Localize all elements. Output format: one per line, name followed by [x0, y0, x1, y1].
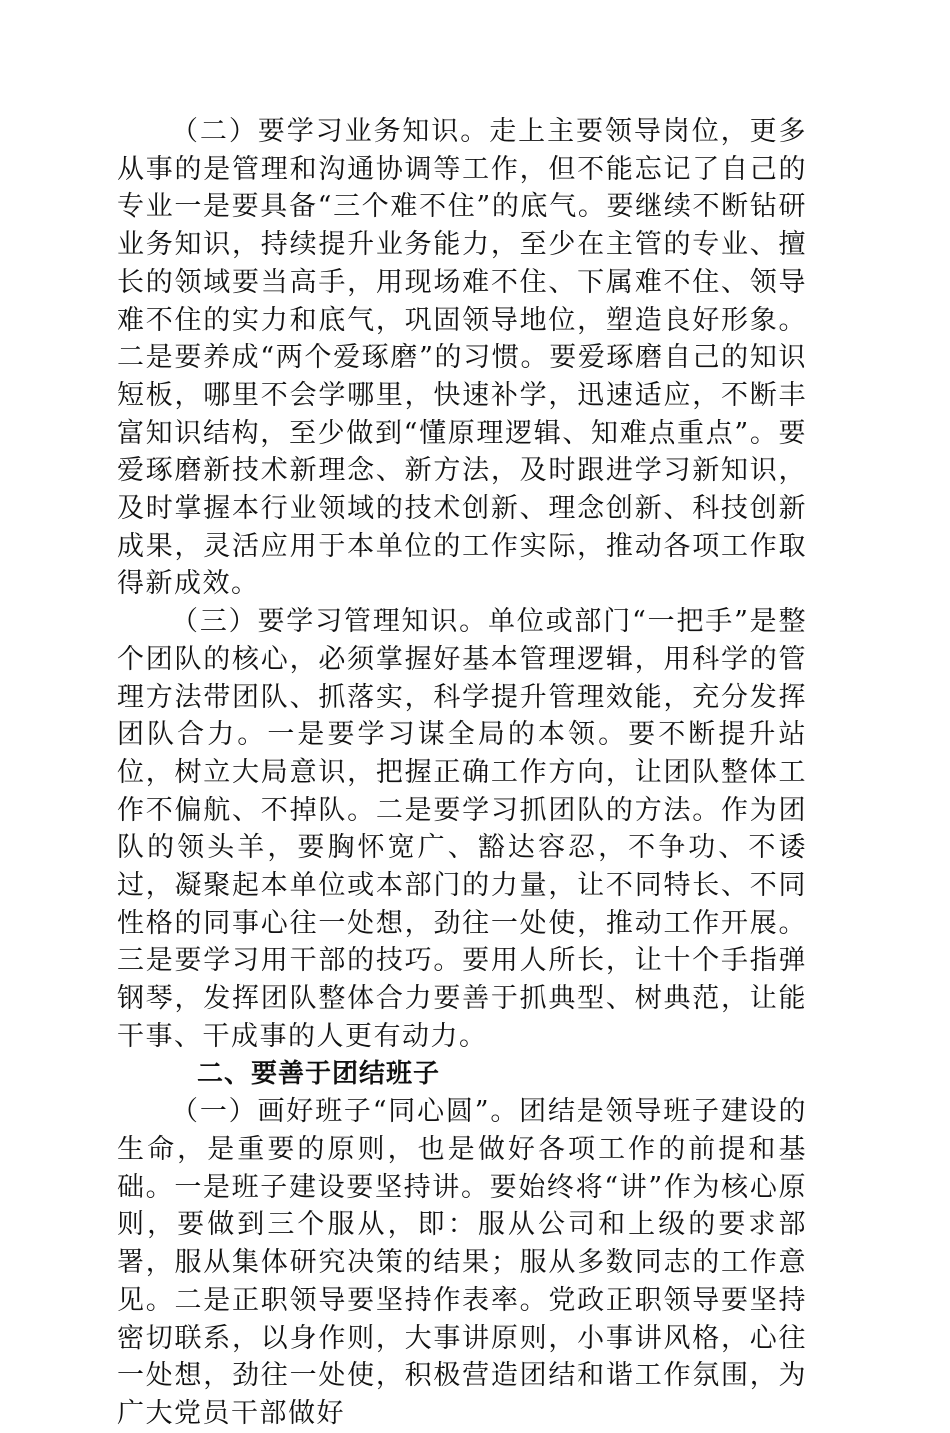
section-heading: 二、要善于团结班子	[197, 1058, 441, 1089]
paragraph-management-knowledge: （三）要学习管理知识。单位或部门“一把手”是整个团队的核心，必须掌握好基本管理逻辑，用科学的管理方法带团队、抓落实，科学提升管理效能，充分发挥团队合力。一是要学习谋全局的本领。要不断提升站位，树立大局意识，把握正确工作方向，让团队整体工作不偏航、不掉队。二是要学习抓团队的方法。作为团队的领头羊，要胸怀宽广、豁达容忍，不争功、不诿过，凝聚起本单位或本部门的力量，让不同特长、不同性格的同事心往一处想，劲往一处使，推动工作开展。三是要学习用干部的技巧。要用人所长，让十个手指弹钢琴，发挥团队整体合力要善于抓典型、树典范，让能干事、干成事的人更有动力。	[117, 606, 807, 1052]
paragraph-team-unity: （一）画好班子“同心圆”。团结是领导班子建设的生命，是重要的原则，也是做好各项工作的前提和基础。一是班子建设要坚持讲。要始终将“讲”作为核心原则，要做到三个服从，即：服从公司和上级的要求部署，服从集体研究决策的结果；服从多数同志的工作意见。二是正职领导要坚持作表率。党政正职领导要坚持密切联系，以身作则，大事讲原则，小事讲风格，心往一处想，劲往一处使，积极营造团结和谐工作氛围，为广大党员干部做好	[117, 1096, 807, 1429]
paragraph-business-knowledge: （二）要学习业务知识。走上主要领导岗位，更多从事的是管理和沟通协调等工作，但不能忘记了自己的专业一是要具备“三个难不住”的底气。要继续不断钻研业务知识，持续提升业务能力，至少在主管的专业、擅长的领域要当高手，用现场难不住、下属难不住、领导难不住的实力和底气，巩固领导地位，塑造良好形象。二是要养成“两个爱琢磨”的习惯。要爱琢磨自己的知识短板，哪里不会学哪里，快速补学，迅速适应，不断丰富知识结构，至少做到“懂原理逻辑、知难点重点”。要爱琢磨新技术新理念、新方法，及时跟进学习新知识，及时掌握本行业领域的技术创新、理念创新、科技创新成果，灵活应用于本单位的工作实际，推动各项工作取得新成效。	[117, 116, 807, 600]
document-body	[117, 113, 807, 1433]
